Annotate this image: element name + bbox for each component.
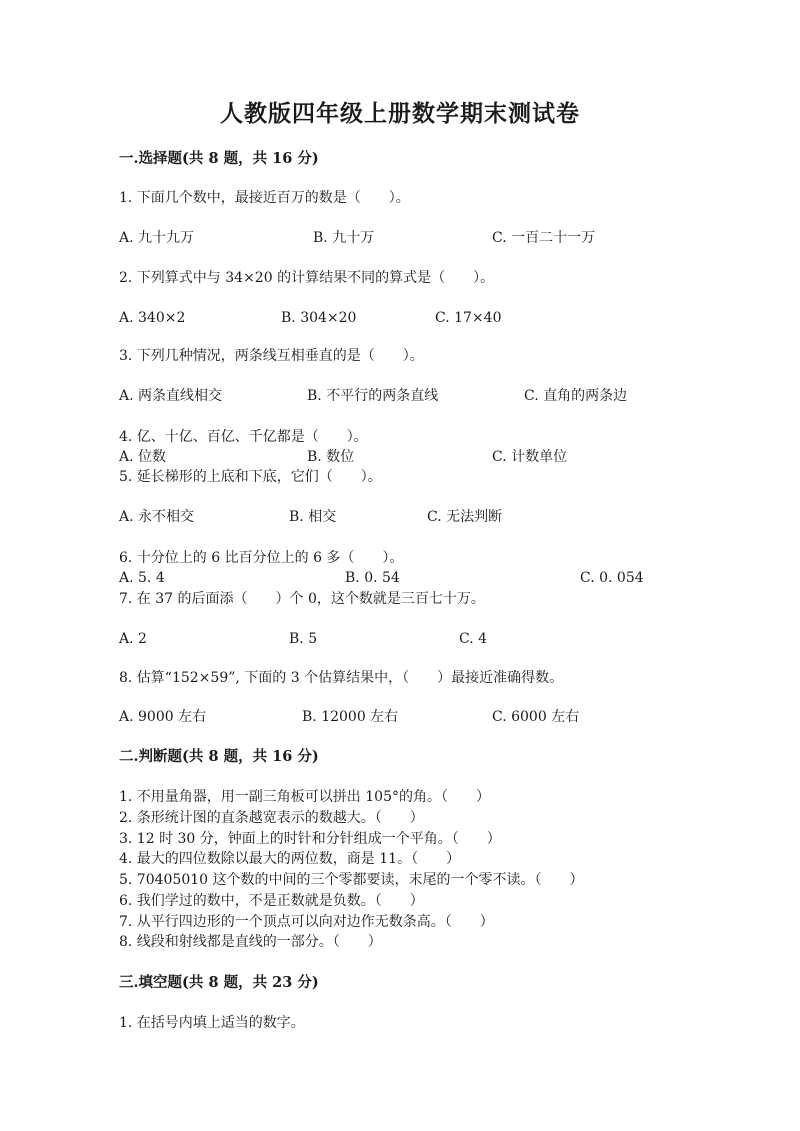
option-a: A. 九十九万 <box>119 230 195 246</box>
option-b: B. 0. 54 <box>345 570 400 586</box>
option-a: A. 永不相交 <box>119 509 195 525</box>
option-b: B. 5 <box>289 631 318 647</box>
option-a: A. 340×2 <box>119 310 186 326</box>
judgment-item: 8. 线段和射线都是直线的一部分。（ ） <box>119 934 382 950</box>
option-c: C. 17×40 <box>435 310 502 326</box>
option-c: C. 0. 054 <box>580 570 644 586</box>
option-b: B. 304×20 <box>281 310 357 326</box>
option-a: A. 9000 左右 <box>119 709 207 725</box>
question-stem: 1. 下面几个数中，最接近百万的数是（ ）。 <box>119 190 410 206</box>
judgment-item: 1. 不用量角器，用一副三角板可以拼出 105°的角。（ ） <box>119 789 490 805</box>
question-stem: 7. 在 37 的后面添（ ）个 0，这个数就是三百七十万。 <box>119 591 485 607</box>
option-a: A. 两条直线相交 <box>119 388 223 404</box>
option-b: B. 12000 左右 <box>302 709 399 725</box>
judgment-item: 5. 70405010 这个数的中间的三个零都要读，末尾的一个零不读。（ ） <box>119 872 584 888</box>
option-b: B. 相交 <box>289 509 337 525</box>
option-b: B. 数位 <box>307 449 355 465</box>
question-stem: 2. 下列算式中与 34×20 的计算结果不同的算式是（ ）。 <box>119 270 495 286</box>
option-b: B. 九十万 <box>313 230 375 246</box>
option-c: C. 一百二十一万 <box>492 230 596 246</box>
section-heading-choice: 一.选择题(共 8 题，共 16 分) <box>119 150 319 167</box>
question-stem: 4. 亿、十亿、百亿、千亿都是（ ）。 <box>119 429 368 445</box>
option-c: C. 无法判断 <box>427 509 503 525</box>
question-stem: 3. 下列几种情况，两条线互相垂直的是（ ）。 <box>119 348 424 364</box>
question-stem: 5. 延长梯形的上底和下底，它们（ ）。 <box>119 469 382 485</box>
judgment-item: 3. 12 时 30 分，钟面上的时针和分针组成一个平角。（ ） <box>119 831 501 847</box>
option-c: C. 4 <box>459 631 488 647</box>
question-stem: 6. 十分位上的 6 比百分位上的 6 多（ ）。 <box>119 550 404 566</box>
question-stem: 8. 估算“152×59”, 下面的 3 个估算结果中，（ ）最接近准确得数。 <box>119 670 564 686</box>
judgment-item: 2. 条形统计图的直条越宽表示的数越大。（ ） <box>119 810 424 826</box>
option-a: A. 2 <box>119 631 147 647</box>
option-c: C. 6000 左右 <box>492 709 580 725</box>
option-c: C. 计数单位 <box>492 449 568 465</box>
judgment-item: 7. 从平行四边形的一个顶点可以向对边作无数条高。（ ） <box>119 914 494 930</box>
judgment-item: 4. 最大的四位数除以最大的两位数，商是 11。（ ） <box>119 851 461 867</box>
option-a: A. 位数 <box>119 449 167 465</box>
page-title: 人教版四年级上册数学期末测试卷 <box>220 100 580 127</box>
section-heading-fill: 三.填空题(共 8 题，共 23 分) <box>119 974 319 991</box>
option-c: C. 直角的两条边 <box>524 388 628 404</box>
judgment-item: 6. 我们学过的数中，不是正数就是负数。（ ） <box>119 893 424 909</box>
option-b: B. 不平行的两条直线 <box>307 388 439 404</box>
option-a: A. 5. 4 <box>119 570 165 586</box>
fill-item: 1. 在括号内填上适当的数字。 <box>119 1015 305 1031</box>
section-heading-judgment: 二.判断题(共 8 题，共 16 分) <box>119 748 319 765</box>
